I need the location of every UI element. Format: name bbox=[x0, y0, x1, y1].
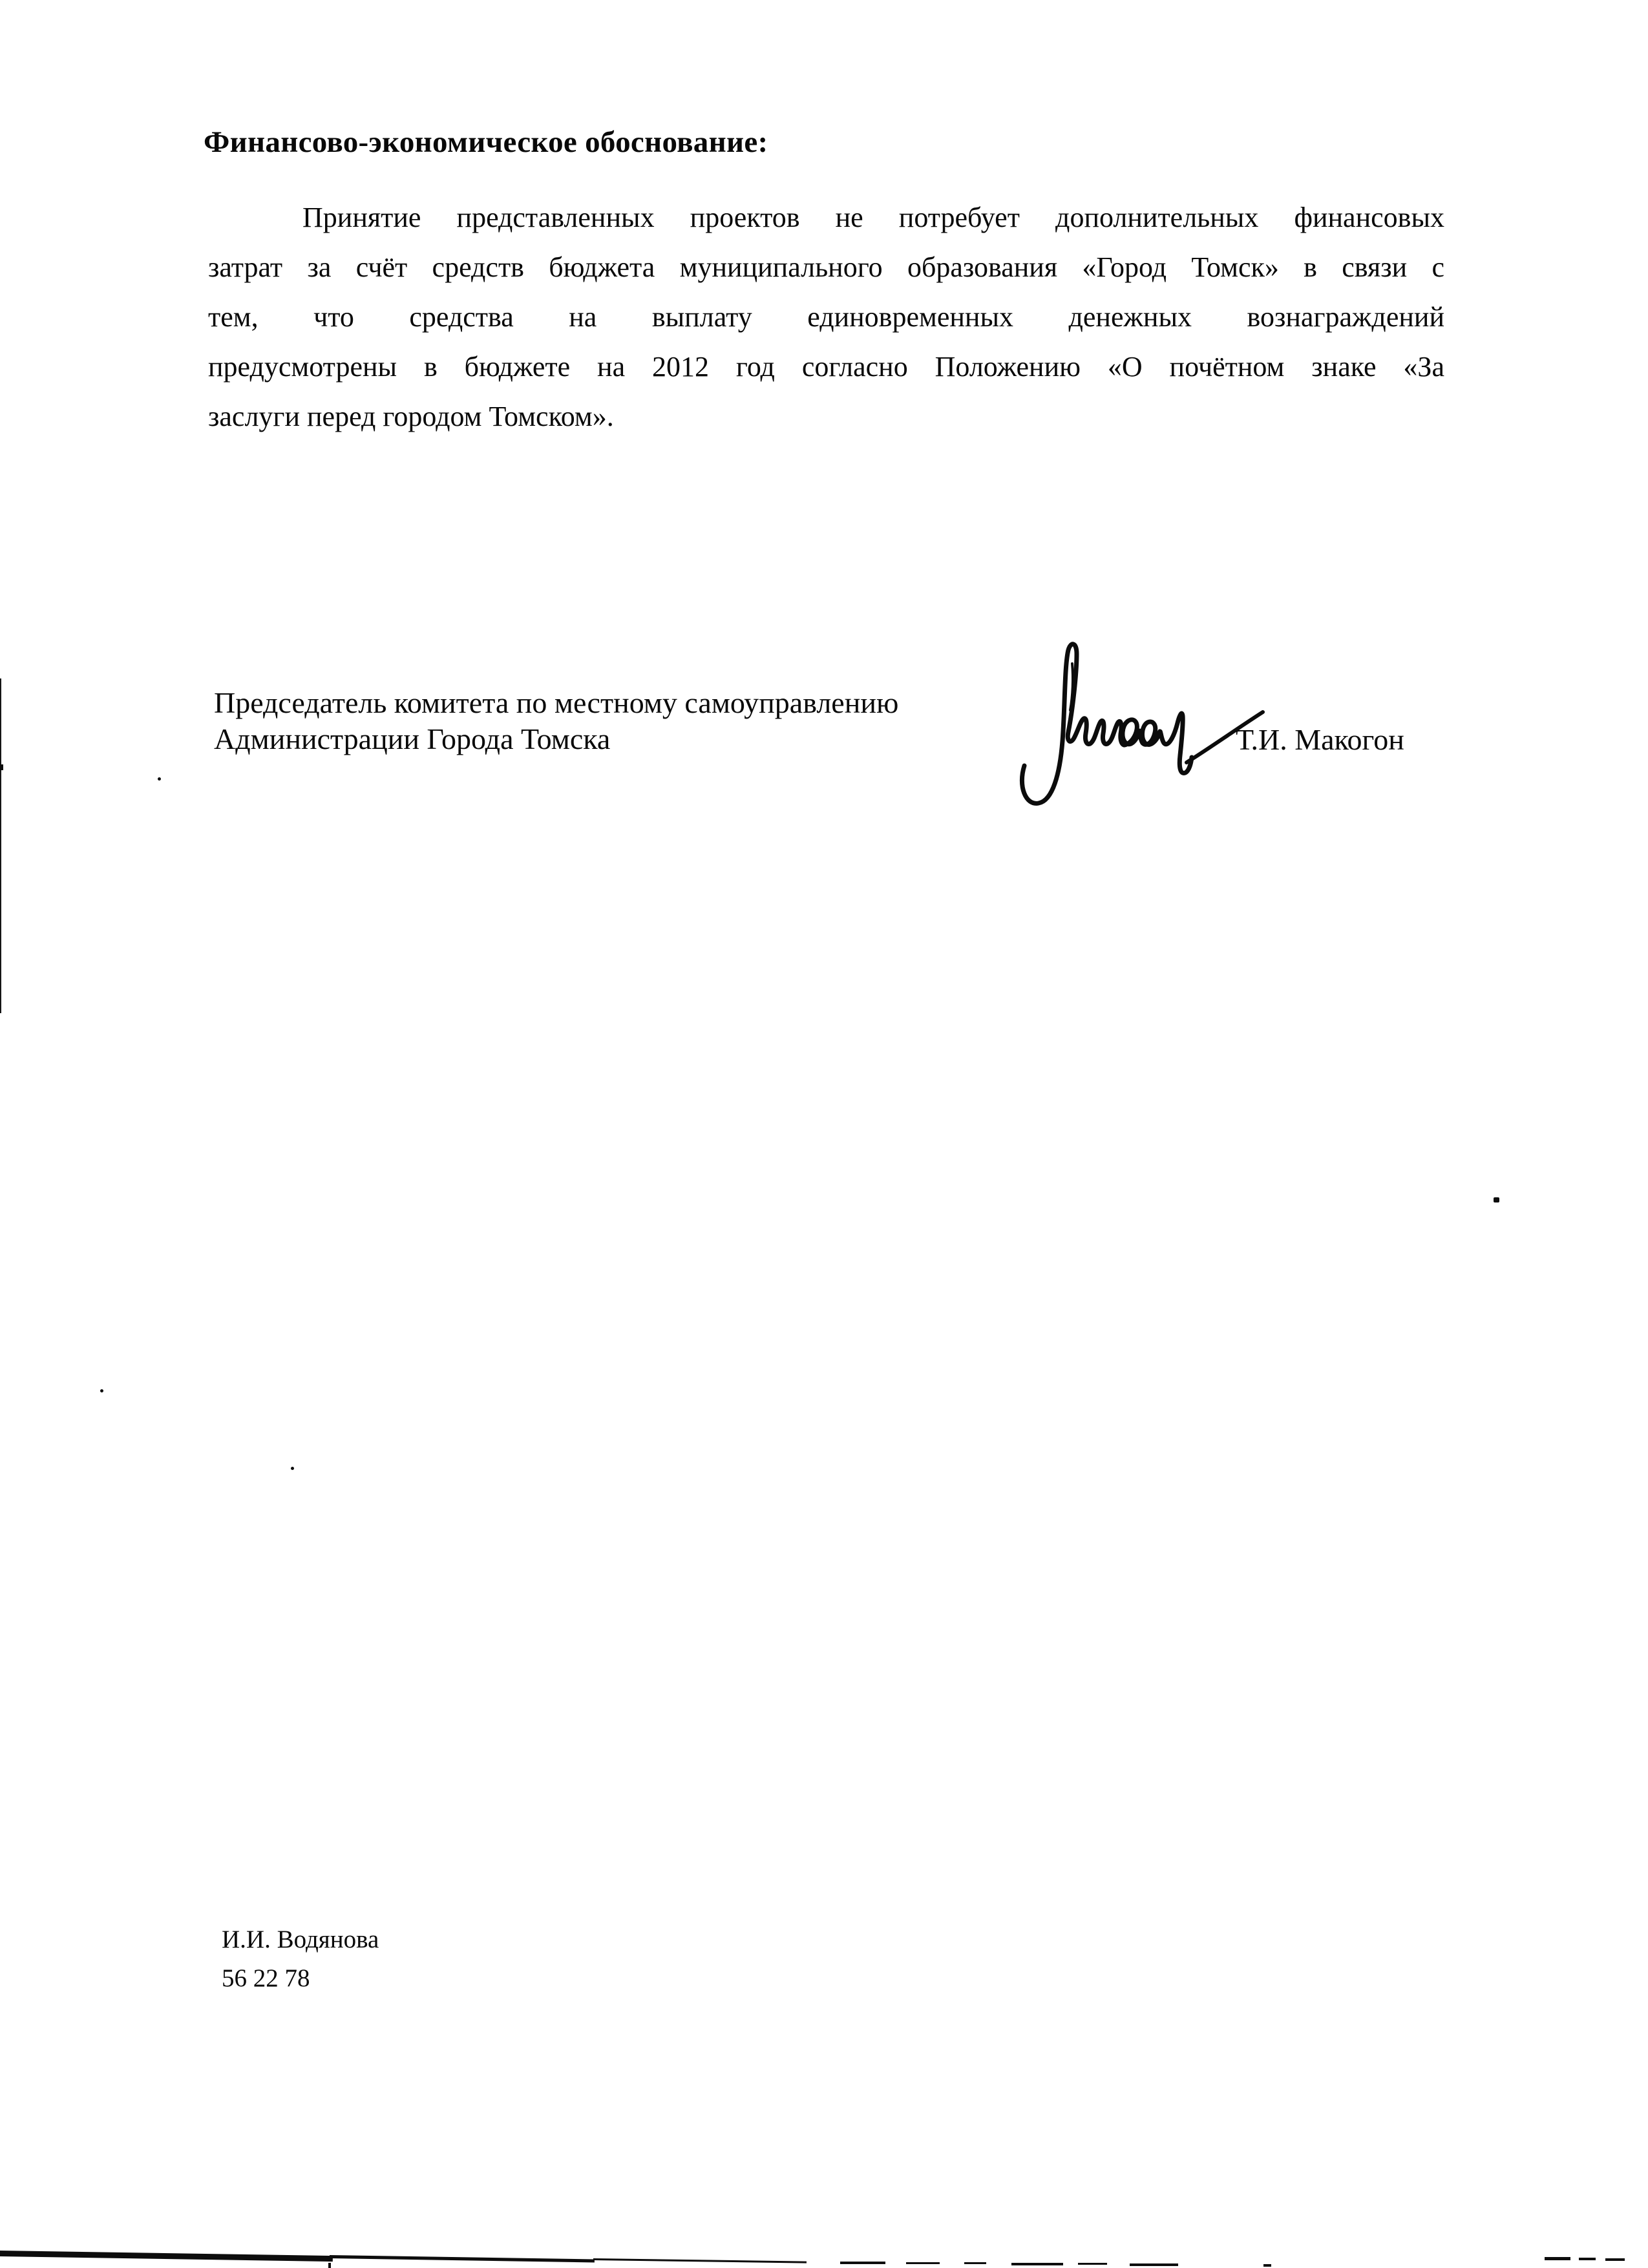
contact-phone: 56 22 78 bbox=[222, 1964, 310, 1992]
scan-artifact-speck bbox=[158, 777, 161, 781]
paragraph-line: затрат за счёт средств бюджета муниципального образования «Город Томск» в связи с bbox=[208, 251, 1444, 283]
paragraph-line: тем, что средства на выплату единовременных денежных вознаграждений bbox=[208, 301, 1444, 333]
contact-name: И.И. Водянова bbox=[222, 1926, 379, 1953]
scan-artifact-dash bbox=[1605, 2258, 1625, 2261]
scan-artifact-dash bbox=[964, 2262, 986, 2264]
scan-artifact-tick bbox=[328, 2263, 331, 2268]
contact-block bbox=[222, 1920, 379, 1998]
body-paragraph bbox=[208, 193, 1444, 442]
scan-artifact-dash bbox=[1579, 2258, 1596, 2260]
scan-artifact-notch bbox=[0, 764, 3, 770]
signatory-position-line-1: Председатель комитета по местному самоуправлению bbox=[214, 686, 899, 719]
signature-stroke bbox=[1022, 644, 1192, 804]
paragraph-line: предусмотрены в бюджете на 2012 год согласно Положению «О почётном знаке «За bbox=[208, 351, 1444, 383]
signature-inner-stroke bbox=[1070, 664, 1073, 710]
scan-artifact-speck bbox=[291, 1467, 294, 1470]
scan-artifact-bottom-line bbox=[593, 2258, 807, 2263]
paragraph-line: заслуги перед городом Томском». bbox=[208, 401, 614, 432]
scan-artifact-dash bbox=[1011, 2263, 1063, 2265]
scan-artifact-dash bbox=[906, 2262, 940, 2264]
scan-artifact-dash bbox=[1130, 2263, 1178, 2266]
scan-artifact-bottom-line bbox=[0, 2251, 333, 2262]
scan-artifact-dash bbox=[1078, 2263, 1107, 2265]
signatory-position-line-2: Администрации Города Томска bbox=[214, 722, 611, 755]
scan-artifact-dash bbox=[840, 2262, 885, 2264]
signer-name: Т.И. Макогон bbox=[1236, 723, 1404, 756]
scan-artifact-dash bbox=[1545, 2257, 1570, 2260]
scan-artifact-speck bbox=[1494, 1197, 1499, 1202]
page-title: Финансово-экономическое обоснование: bbox=[204, 125, 768, 159]
scan-artifact-dash bbox=[1263, 2264, 1271, 2267]
handwritten-signature-icon bbox=[1011, 636, 1270, 811]
scan-artifact-speck bbox=[100, 1389, 103, 1392]
paragraph-line: Принятие представленных проектов не потребует дополнительных финансовых bbox=[302, 202, 1444, 233]
scan-artifact-left-line bbox=[0, 678, 1, 1013]
signatory-position bbox=[214, 685, 898, 757]
scan-artifact-bottom-line bbox=[330, 2255, 595, 2262]
